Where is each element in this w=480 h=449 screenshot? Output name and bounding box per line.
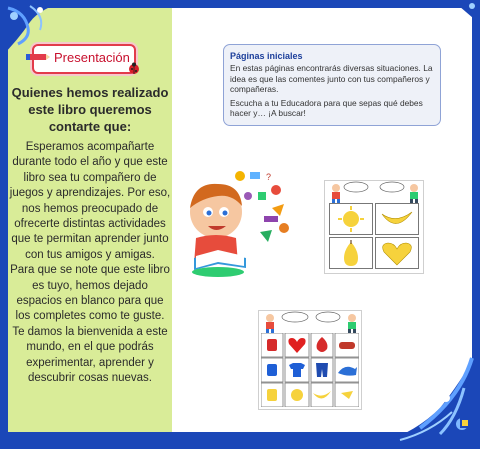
kid-right-icon <box>345 313 359 333</box>
kid-right-icon <box>407 183 421 203</box>
speech-bubble-icon <box>281 311 309 323</box>
info-box <box>223 44 441 126</box>
sidebar-paragraph: Esperamos acompañarte durante todo el año y que este libro sea tu compañero de juegos y aprendizajes. Por eso, nos hemos preocupado de ofrecerte distintas actividades que te permitan aprender junto con tus amigos y amigas. <box>9 141 171 261</box>
sidebar-paragraph: Para que se note que este libro es tuyo, hemos dejado espacios en blanco para que los completes como te guste. <box>10 264 170 323</box>
child-reading-illustration <box>188 168 298 280</box>
bottom-right-ornament-icon <box>360 348 480 449</box>
sidebar-body <box>8 140 172 387</box>
info-paragraph: En estas páginas encontrarás diversas situaciones. La idea es que las comentes junto con tus compañeros y compañeras. <box>230 63 433 95</box>
top-right-ornament-icon <box>452 0 480 24</box>
border-left <box>0 0 8 449</box>
speech-bubble-icon <box>379 181 405 193</box>
sidebar-heading: Quienes hemos realizado este libro queremos contarte que: <box>11 85 169 134</box>
pear-cell <box>329 237 373 269</box>
pencil-icon <box>26 52 50 62</box>
heart-cell <box>375 237 419 269</box>
presentation-label: Presentación <box>54 50 130 65</box>
info-text <box>230 63 434 119</box>
svg-text:?: ? <box>266 172 272 182</box>
info-paragraph: Escucha a tu Educadora para que sepas qué debes hacer y… ¡A buscar! <box>230 97 423 119</box>
kid-left-icon <box>263 313 277 333</box>
shapes-worksheet <box>324 180 424 274</box>
color-grid <box>261 333 359 407</box>
info-title: Páginas iniciales <box>230 51 303 61</box>
border-top <box>0 0 480 8</box>
speech-bubble-icon <box>343 181 369 193</box>
speech-bubble-icon <box>315 311 341 323</box>
colors-worksheet <box>258 310 362 410</box>
presentation-badge <box>32 44 136 74</box>
small-decoration <box>460 418 470 428</box>
sun-cell <box>329 203 373 235</box>
sidebar-paragraph: Te damos la bienvenida a este mundo, en el que podrás experimentar, aprender y descubrir cosas nuevas. <box>12 325 168 385</box>
ladybug-icon <box>128 62 140 74</box>
kid-left-icon <box>329 183 343 203</box>
banana-cell <box>375 203 419 235</box>
